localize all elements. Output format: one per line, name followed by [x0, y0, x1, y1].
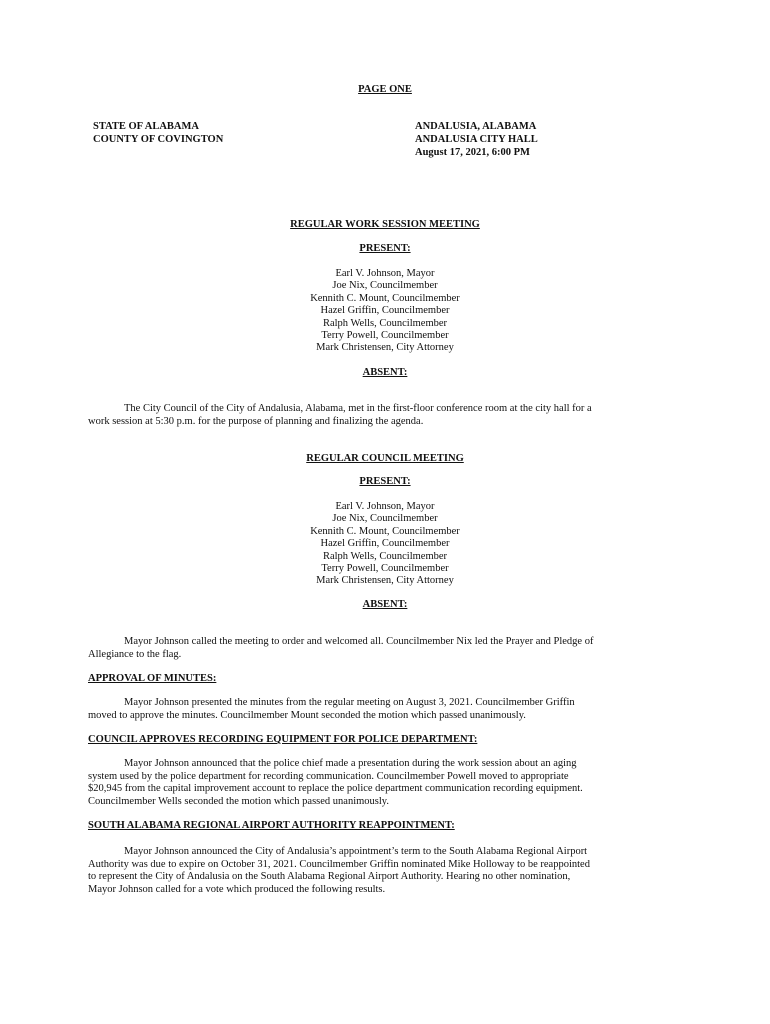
paragraph-line: Mayor Johnson called the meeting to order and welcomed all. Councilmember Nix led the Prayer and Pledge of [124, 636, 594, 647]
attendee: Terry Powell, Councilmember [321, 562, 449, 574]
council-meeting-absent-label: ABSENT: [362, 599, 408, 610]
work-session-title: REGULAR WORK SESSION MEETING [290, 219, 480, 230]
attendee: Ralph Wells, Councilmember [322, 317, 448, 329]
attendee: Earl V. Johnson, Mayor [335, 268, 435, 279]
hall-line: ANDALUSIA CITY HALL [415, 134, 538, 145]
header-right [415, 121, 538, 160]
work-session-present-list [0, 268, 770, 355]
state-line: STATE OF ALABAMA [93, 121, 199, 132]
paragraph-line: Mayor Johnson presented the minutes from the regular meeting on August 3, 2021. Councilmember Griffin [124, 697, 575, 708]
paragraph-line: to represent the City of Andalusia on the South Alabama Regional Airport Authority. Hearing no other nomination, [88, 871, 571, 882]
paragraph-line: moved to approve the minutes. Councilmember Mount seconded the motion which passed unanimously. [88, 709, 526, 721]
attendee: Hazel Griffin, Councilmember [320, 305, 450, 317]
paragraph-line: Allegiance to the flag. [88, 648, 182, 660]
paragraph-line: Mayor Johnson called for a vote which produced the following results. [88, 883, 386, 895]
attendee: Mark Christensen, City Attorney [316, 575, 454, 587]
work-session-paragraph [88, 403, 674, 428]
section-paragraph-recording-equipment [88, 758, 674, 808]
section-heading-minutes: APPROVAL OF MINUTES: [88, 673, 217, 684]
paragraph-line: Mayor Johnson announced the City of Andalusia’s appointment’s term to the South Alabama Regional Airport [124, 846, 588, 857]
council-meeting-present-list [0, 501, 770, 588]
date-line: August 17, 2021, 6:00 PM [415, 147, 530, 158]
section-heading-recording-equipment: COUNCIL APPROVES RECORDING EQUIPMENT FOR POLICE DEPARTMENT: [88, 734, 478, 745]
paragraph-line: Councilmember Wells seconded the motion which passed unanimously. [88, 795, 389, 807]
paragraph-line: Mayor Johnson announced that the police chief made a presentation during the work session about an aging [124, 758, 577, 769]
attendee: Joe Nix, Councilmember [332, 280, 438, 292]
council-meeting-paragraph [88, 636, 674, 661]
attendee: Hazel Griffin, Councilmember [320, 538, 450, 550]
paragraph-line: $20,945 from the capital improvement account to replace the police department communication recording equipment. [88, 783, 583, 794]
attendee: Ralph Wells, Councilmember [322, 550, 448, 562]
header-left [93, 121, 223, 147]
paragraph-line: The City Council of the City of Andalusia, Alabama, met in the first-floor conference room at the city hall for a [124, 403, 592, 414]
page-label: PAGE ONE [358, 84, 412, 95]
section-paragraph-minutes [88, 697, 674, 722]
work-session-absent-label: ABSENT: [362, 367, 408, 378]
work-session-present-label: PRESENT: [359, 243, 411, 254]
paragraph-line: Authority was due to expire on October 31, 2021. Councilmember Griffin nominated Mike Holloway to be reappointed [88, 858, 590, 870]
council-meeting-present-label: PRESENT: [359, 476, 411, 487]
attendee: Mark Christensen, City Attorney [316, 342, 454, 354]
city-line: ANDALUSIA, ALABAMA [415, 121, 537, 132]
section-heading-airport-authority: SOUTH ALABAMA REGIONAL AIRPORT AUTHORITY REAPPOINTMENT: [88, 820, 455, 831]
attendee: Kennith C. Mount, Councilmember [310, 292, 460, 304]
attendee: Joe Nix, Councilmember [332, 513, 438, 525]
paragraph-line: work session at 5:30 p.m. for the purpose of planning and finalizing the agenda. [88, 415, 424, 427]
attendee: Terry Powell, Councilmember [321, 329, 449, 341]
county-line: COUNTY OF COVINGTON [93, 134, 224, 145]
council-meeting-title: REGULAR COUNCIL MEETING [306, 453, 464, 464]
attendee: Kennith C. Mount, Councilmember [310, 525, 460, 537]
attendee: Earl V. Johnson, Mayor [335, 501, 435, 512]
section-paragraph-airport-authority [88, 846, 674, 896]
paragraph-line: system used by the police department for recording communication. Councilmember Powell moved to appropriate [88, 770, 569, 782]
